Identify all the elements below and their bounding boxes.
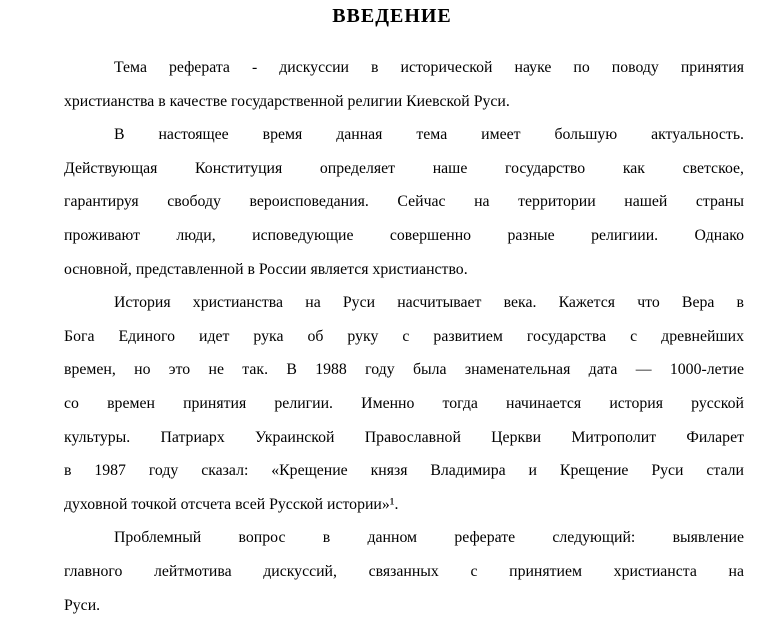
text-line: Тема реферата - дискуссии в исторической науке по поводу принятия bbox=[114, 59, 744, 76]
text-line: основной, представленной в России является христианство. bbox=[64, 260, 468, 278]
paragraph bbox=[64, 118, 744, 286]
text-line: Руси. bbox=[64, 596, 101, 614]
text-line: культуры. Патриарх Украинской Православной Церкви Митрополит Филарет bbox=[64, 428, 744, 446]
text-line: гарантируя свободу вероисповедания. Сейчас на территории нашей страны bbox=[64, 193, 744, 211]
text-line: Действующая Конституция определяет наше государство как светское, bbox=[64, 159, 744, 177]
paragraph bbox=[64, 286, 744, 521]
paragraph bbox=[64, 51, 744, 118]
document-body bbox=[64, 51, 744, 622]
text-line: духовной точкой отсчета всей Русской истории»¹. bbox=[64, 495, 399, 513]
text-line: главного лейтмотива дискуссий, связанных с принятием христианста на bbox=[64, 562, 744, 580]
text-line: История христианства на Руси насчитывает века. Кажется что Вера в bbox=[114, 294, 744, 312]
text-line: проживают люди, исповедующие совершенно разные религиии. Однако bbox=[64, 226, 744, 244]
text-line: в 1987 году сказал: «Крещение князя Владимира и Крещение Руси стали bbox=[64, 462, 744, 480]
text-line: Бога Единого идет рука об руку с развитием государства с древнейших bbox=[64, 327, 744, 345]
text-line: христианства в качестве государственной религии Киевской Руси. bbox=[64, 92, 510, 110]
text-line: со времен принятия религии. Именно тогда начинается история русской bbox=[64, 394, 744, 412]
document-title: ВВЕДЕНИЕ bbox=[332, 5, 452, 27]
text-line: Проблемный вопрос в данном реферате следующий: выявление bbox=[114, 529, 744, 547]
text-line: В настоящее время данная тема имеет большую актуальность. bbox=[114, 126, 744, 144]
text-line: времен, но это не так. В 1988 году была знаменательная дата — 1000-летие bbox=[64, 361, 744, 379]
paragraph bbox=[64, 521, 744, 622]
